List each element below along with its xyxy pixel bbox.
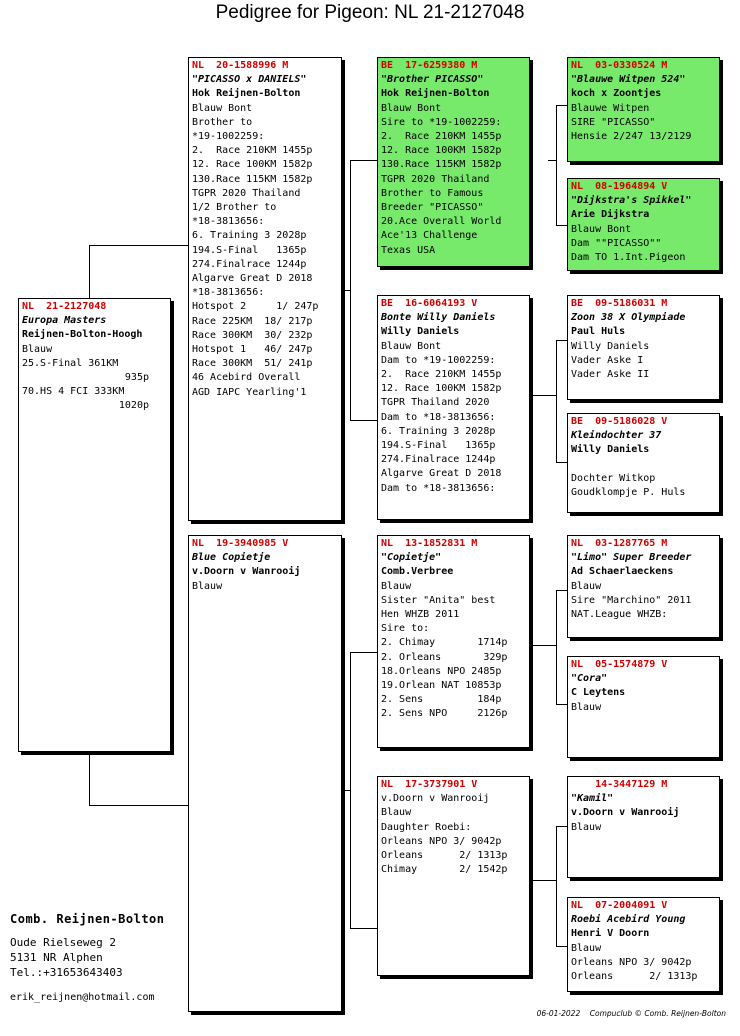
connector-line	[350, 160, 351, 420]
connector-line	[530, 645, 556, 646]
pigeon-name: "Blauwe Witpen 524"	[571, 74, 686, 86]
owner-street: Oude Rielseweg 2	[10, 936, 116, 949]
detail-line: Race 300KM 30/ 232p	[192, 329, 313, 341]
page-title: Pedigree for Pigeon: NL 21-2127048	[215, 2, 525, 23]
detail-line: Chimay 2/ 1542p	[381, 864, 508, 876]
pigeon-name: "Brother PICASSO"	[381, 74, 484, 86]
detail-line: Sister "Anita" best	[381, 594, 496, 606]
breeder-name: Hok Reijnen-Bolton	[192, 88, 301, 100]
connector-line	[556, 105, 557, 225]
owner-name: Comb. Reijnen-Bolton	[10, 912, 165, 926]
connector-line	[89, 245, 188, 246]
ring-number: NL 19-3940985 V	[192, 538, 289, 549]
detail-line: Blauw	[571, 942, 602, 954]
detail-line: 12. Race 100KM 1582p	[381, 145, 502, 157]
detail-line: Willy Daniels	[571, 340, 650, 352]
connector-line	[556, 225, 567, 226]
connector-line	[350, 160, 377, 161]
detail-line: 46 Acebird Overall	[192, 372, 301, 384]
breeder-name: v.Doorn v Wanrooij	[192, 566, 301, 578]
detail-line: SIRE "PICASSO"	[571, 116, 656, 128]
footer-date: 06-01-2022	[536, 1009, 581, 1018]
detail-line: 274.Finalrace 1244p	[192, 258, 307, 270]
pigeon-card-dam-dam[interactable]	[377, 776, 530, 976]
connector-line	[556, 590, 557, 704]
connector-line	[350, 652, 377, 653]
ring-number: BE 17-6259380 M	[381, 60, 478, 71]
detail-line: Dochter Witkop	[571, 472, 656, 484]
ring-number: 14-3447129 M	[571, 779, 668, 790]
detail-line: 2. Race 210KM 1455p	[381, 369, 502, 381]
breeder-name: Henri V Doorn	[571, 928, 650, 940]
detail-line: Sire to:	[381, 623, 430, 635]
ring-number: NL 03-0330524 M	[571, 60, 668, 71]
detail-line: 130.Race 115KM 1582p	[381, 159, 502, 171]
detail-line: 2. Race 210KM 1455p	[192, 145, 313, 157]
connector-line	[342, 290, 350, 291]
breeder-name: Willy Daniels	[381, 326, 460, 338]
detail-line: AGD IAPC Yearling'1	[192, 386, 307, 398]
detail-line: Daughter Roebi:	[381, 821, 472, 833]
detail-line: Dam ""PICASSO""	[571, 237, 662, 249]
breeder-name: Reijnen-Bolton-Hoogh	[22, 329, 143, 341]
detail-line: Dam to *19-1002259:	[381, 354, 496, 366]
detail-line: Hensie 2/247 13/2129	[571, 131, 692, 143]
pigeon-card-dam[interactable]	[188, 535, 342, 1012]
connector-line	[556, 590, 567, 591]
detail-line: TGPR Thailand 2020	[381, 397, 490, 409]
detail-line: Blauw	[192, 580, 223, 592]
detail-line: Goudklompje P. Huls	[571, 487, 686, 498]
detail-line: 19.Orlean NAT 10853p	[381, 680, 502, 692]
detail-line: 6. Training 3 2028p	[381, 425, 496, 437]
detail-line: 935p	[124, 372, 149, 384]
connector-line	[530, 880, 556, 881]
ring-number: BE 09-5186028 V	[571, 416, 668, 427]
detail-line: Blauw	[381, 580, 412, 592]
breeder-name: Paul Huls	[571, 326, 626, 338]
pigeon-name: Europa Masters	[22, 315, 107, 327]
detail-line: Race 225KM 18/ 217p	[192, 315, 313, 327]
detail-line: 2. Sens NPO 2126p	[381, 708, 508, 720]
pigeon-card-sdd[interactable]	[567, 413, 720, 513]
connector-line	[556, 105, 567, 106]
pigeon-name: Roebi Acebird Young	[571, 914, 686, 926]
pigeon-card-sire-sire[interactable]	[377, 57, 530, 267]
connector-line	[556, 826, 567, 827]
connector-line	[89, 245, 90, 298]
connector-line	[350, 420, 377, 421]
footer	[537, 1009, 726, 1018]
connector-line	[556, 340, 567, 341]
detail-line: 1/2 Brother to	[192, 202, 277, 214]
detail-line: 194.S-Final 1365p	[192, 244, 307, 256]
detail-line: Brother to Famous	[381, 187, 484, 199]
connector-line	[342, 790, 350, 791]
pigeon-card-dam-sire[interactable]	[377, 535, 530, 748]
connector-line	[556, 704, 567, 705]
pigeon-card-sire-dam[interactable]	[377, 295, 530, 520]
detail-line: Algarve Great D 2018	[381, 468, 502, 480]
detail-line: Breeder "PICASSO"	[381, 202, 484, 214]
breeder-name: C Leytens	[571, 687, 626, 699]
connector-line	[556, 826, 557, 946]
detail-line: 6. Training 3 2028p	[192, 230, 307, 242]
ring-number: BE 16-6064193 V	[381, 298, 478, 309]
detail-line: 70.HS 4 FCI 333KM	[22, 386, 125, 398]
ring-number: NL 03-1287765 M	[571, 538, 668, 549]
detail-line: 25.S-Final 361KM	[22, 357, 119, 369]
detail-line: TGPR 2020 Thailand	[192, 187, 301, 199]
owner-phone: Tel.:+31653643403	[10, 966, 123, 979]
breeder-name: Willy Daniels	[571, 444, 650, 456]
pigeon-card-dds[interactable]	[567, 776, 720, 878]
detail-line: Texas USA	[381, 244, 436, 256]
ring-number: BE 09-5186031 M	[571, 298, 668, 309]
detail-line: 194.S-Final 1365p	[381, 440, 496, 452]
connector-line	[556, 462, 567, 463]
detail-line: Blauw	[22, 343, 53, 355]
detail-line: 130.Race 115KM 1582p	[192, 173, 313, 185]
detail-line: NAT.League WHZB:	[571, 609, 668, 621]
owner-email[interactable]: erik_reijnen@hotmail.com	[10, 992, 155, 1003]
detail-line	[571, 458, 716, 472]
pigeon-card-sds[interactable]	[567, 295, 720, 400]
detail-line: Algarve Great D 2018	[192, 273, 313, 285]
connector-line	[89, 805, 188, 806]
ring-number: NL 07-2004091 V	[571, 900, 668, 911]
detail-line: Dam TO 1.Int.Pigeon	[571, 252, 686, 264]
detail-line: Blauw	[571, 580, 602, 592]
breeder-name: Arie Dijkstra	[571, 209, 650, 221]
connector-line	[556, 340, 557, 462]
detail-line: TGPR 2020 Thailand	[381, 173, 490, 185]
pigeon-card-dss[interactable]	[567, 535, 720, 638]
detail-line: *18-3813656:	[192, 216, 265, 228]
detail-line: 2. Chimay 1714p	[381, 637, 508, 649]
ring-number: NL 17-3737901 V	[381, 779, 478, 790]
ring-number: NL 08-1964894 V	[571, 181, 668, 192]
ring-number: NL 21-2127048	[22, 301, 107, 312]
detail-line: *19-1002259:	[192, 131, 265, 143]
footer-credit: Compuclub © Comb. Reijnen-Bolton	[589, 1009, 726, 1018]
detail-line: Orleans NPO 3/ 9042p	[571, 956, 692, 968]
breeder-name: koch x Zoontjes	[571, 88, 662, 100]
detail-line: Dam to *18-3813656:	[381, 411, 496, 423]
detail-line: 2. Orleans 329p	[381, 651, 508, 663]
connector-line	[350, 652, 351, 928]
pigeon-card-dsd[interactable]	[567, 656, 720, 758]
connector-line	[89, 752, 90, 805]
detail-line: 12. Race 100KM 1582p	[381, 383, 502, 395]
pigeon-name: Bonte Willy Daniels	[381, 312, 496, 324]
detail-line: Hen WHZB 2011	[381, 609, 460, 621]
pigeon-card-sss[interactable]	[567, 57, 720, 162]
pigeon-name: "Cora"	[571, 673, 608, 685]
detail-line: 18.Orleans NPO 2485p	[381, 665, 502, 677]
detail-line: Blauw	[571, 821, 602, 833]
pigeon-card-sire[interactable]	[188, 57, 342, 521]
pigeon-name: "Kamil"	[571, 793, 614, 805]
detail-line: Orleans 2/ 1313p	[571, 971, 698, 983]
ring-number: NL 05-1574879 V	[571, 659, 668, 670]
detail-line: Ace'13 Challenge	[381, 230, 478, 242]
detail-line: 274.Finalrace 1244p	[381, 454, 496, 466]
pigeon-card-ddd[interactable]	[567, 897, 720, 992]
pigeon-name: "Limo" Super Breeder	[571, 552, 692, 564]
owner-city: 5131 NR Alphen	[10, 951, 103, 964]
detail-line: v.Doorn v Wanrooij	[381, 793, 490, 805]
ring-number: NL 20-1588996 M	[192, 60, 289, 71]
pigeon-card-ssd[interactable]	[567, 178, 720, 271]
pigeon-card-subject[interactable]	[18, 298, 171, 752]
detail-line: Blauw Bont	[192, 102, 253, 114]
detail-line: 12. Race 100KM 1582p	[192, 159, 313, 171]
detail-line: 2. Race 210KM 1455p	[381, 131, 502, 143]
detail-line: Blauw	[381, 807, 412, 819]
detail-line: Orleans 2/ 1313p	[381, 850, 508, 862]
pigeon-name: Blue Copietje	[192, 552, 271, 564]
detail-line: Race 300KM 51/ 241p	[192, 358, 313, 370]
detail-line: Sire to *19-1002259:	[381, 116, 502, 128]
connector-line	[350, 928, 377, 929]
detail-line: 20.Ace Overall World	[381, 216, 502, 228]
breeder-name: Ad Schaerlaeckens	[571, 566, 674, 578]
detail-line: Sire "Marchino" 2011	[571, 594, 692, 606]
pigeon-name: "PICASSO x DANIELS"	[192, 74, 307, 86]
detail-line: Orleans NPO 3/ 9042p	[381, 835, 502, 847]
detail-line: Blauw Bont	[381, 102, 442, 114]
detail-line: Dam to *18-3813656:	[381, 482, 496, 494]
detail-line: Vader Aske II	[571, 369, 650, 381]
detail-line: Brother to	[192, 116, 253, 128]
pigeon-name: "Copietje"	[381, 552, 442, 564]
detail-line: 2. Sens 184p	[381, 694, 502, 706]
ring-number: NL 13-1852831 M	[381, 538, 478, 549]
detail-line: *18-3813656:	[192, 287, 265, 299]
breeder-name: v.Doorn v Wanrooij	[571, 807, 680, 819]
connector-line	[530, 395, 556, 396]
owner-info	[10, 912, 165, 980]
detail-line: Blauw	[571, 701, 602, 713]
detail-line: Hotspot 1 46/ 247p	[192, 344, 313, 356]
connector-line	[548, 160, 556, 161]
detail-line: Hotspot 2 1/ 247p	[192, 301, 319, 313]
pigeon-name: Kleindochter 37	[571, 430, 662, 442]
detail-line: Blauw Bont	[571, 223, 632, 235]
detail-line: 1020p	[118, 400, 149, 412]
breeder-name: Hok Reijnen-Bolton	[381, 88, 490, 100]
pigeon-name: "Dijkstra's Spikkel"	[571, 195, 692, 207]
detail-line: Blauwe Witpen	[571, 102, 650, 114]
breeder-name: Comb.Verbree	[381, 566, 454, 578]
pigeon-name: Zoon 38 X Olympiade	[571, 312, 686, 324]
detail-line: Vader Aske I	[571, 354, 644, 366]
connector-line	[556, 946, 567, 947]
detail-line: Blauw Bont	[381, 340, 442, 352]
